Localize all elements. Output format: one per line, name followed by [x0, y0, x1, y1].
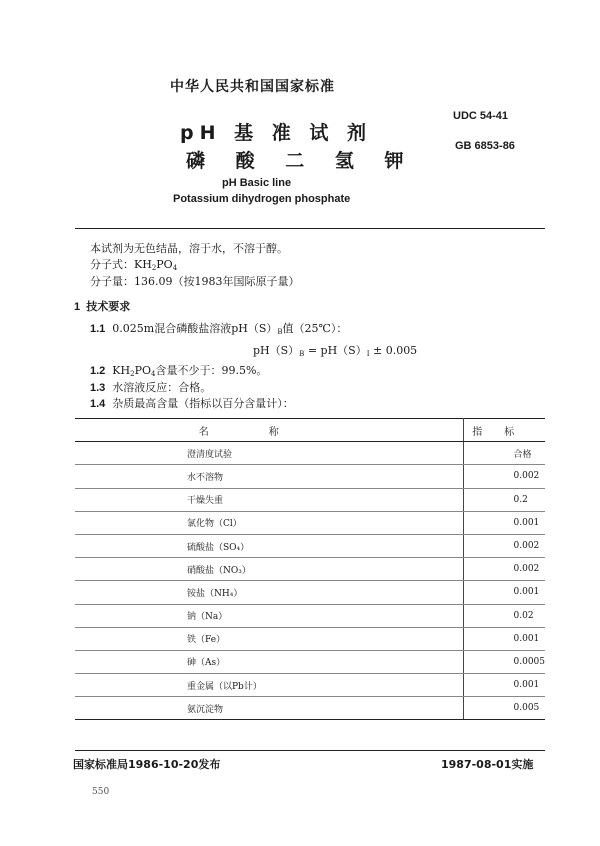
- row-name: 水不溶物: [75, 465, 463, 488]
- row-name: 硝酸盐（NO₃）: [75, 558, 463, 581]
- bottom-divider: [75, 750, 545, 751]
- table-row: [75, 465, 545, 488]
- row-value: 0.2: [463, 488, 545, 511]
- table-row: [75, 627, 545, 650]
- row-name: 钠（Na）: [75, 604, 463, 627]
- issue-date: 国家标准局1986-10-20发布: [73, 758, 221, 771]
- table-row: [75, 697, 545, 720]
- item-text: 含量不少于：99.5%。: [155, 364, 268, 377]
- section-1-heading: [74, 298, 130, 314]
- table-row: [75, 581, 545, 604]
- page-number: 550: [92, 787, 110, 797]
- item-number: 1.4: [90, 398, 106, 410]
- item-text: 0.025m混合磷酸盐溶液pH（S）: [112, 322, 278, 335]
- row-value: 0.001: [463, 674, 545, 697]
- title-line-1: pH 基 准 试 剂: [180, 122, 372, 144]
- formula-sub: 2: [151, 264, 157, 272]
- row-name: 重金属（以Pb计）: [75, 674, 463, 697]
- item-sub: 2: [130, 370, 135, 378]
- equation-sub: I: [366, 350, 370, 358]
- table-row: [75, 558, 545, 581]
- table-row: [75, 511, 545, 534]
- udc-code: UDC 54-41: [453, 110, 509, 122]
- english-title-line-2: Potassium dihydrogen phosphate: [173, 193, 351, 205]
- formula-sub: 4: [172, 264, 178, 272]
- item-sub: 4: [151, 370, 156, 378]
- row-name: 硫酸盐（SO₄）: [75, 534, 463, 557]
- formula-part: KH: [134, 258, 152, 271]
- molecular-weight: 分子量：136.09（按1983年国际原子量）: [90, 275, 300, 288]
- table-row: [75, 442, 545, 465]
- section-title: 技术要求: [86, 301, 131, 313]
- formula-part: PO: [156, 258, 173, 271]
- item-text: PO: [134, 364, 151, 377]
- table-header-row: [75, 419, 545, 442]
- top-divider: [75, 228, 545, 229]
- molecular-formula: [90, 258, 177, 275]
- row-name: 铁（Fe）: [75, 627, 463, 650]
- row-value: 0.001: [463, 581, 545, 604]
- item-1-3: [90, 381, 211, 395]
- equation-part: pH（S）: [253, 344, 300, 357]
- ph-equation: [253, 344, 417, 361]
- row-value: 0.02: [463, 604, 545, 627]
- item-1-2: [90, 364, 267, 381]
- equation-sub: B: [299, 350, 305, 358]
- intro-description: 本试剂为无色结晶，溶于水，不溶于醇。: [90, 242, 288, 255]
- item-text: 杂质最高含量（指标以百分含量计）：: [112, 397, 294, 410]
- column-header-indicator: [463, 419, 545, 442]
- section-number: 1: [74, 301, 81, 313]
- row-name: 澄清度试验: [75, 442, 463, 465]
- table-row: [75, 674, 545, 697]
- row-value: 合格: [463, 442, 545, 465]
- column-header-indicator-text: 指标: [472, 426, 537, 438]
- impurity-table: [75, 418, 545, 720]
- item-text: KH: [112, 364, 131, 377]
- table-row: [75, 534, 545, 557]
- row-value: 0.001: [463, 511, 545, 534]
- standard-title: 中华人民共和国国家标准: [170, 79, 335, 95]
- item-text: 值（25℃）：: [282, 322, 348, 335]
- effective-date: 1987-08-01实施: [441, 758, 534, 771]
- item-1-4: [90, 397, 294, 411]
- equation-part: ± 0.005: [369, 344, 418, 357]
- row-name: 砷（As）: [75, 650, 463, 673]
- row-value: 0.002: [463, 534, 545, 557]
- column-header-name-text: 名称: [198, 426, 339, 438]
- gb-number: GB 6853-86: [455, 140, 515, 152]
- item-text: 水溶液反应：合格。: [112, 381, 212, 394]
- item-sub: B: [277, 328, 283, 336]
- item-number: 1.3: [90, 382, 106, 394]
- row-name: 氯化物（Cl）: [75, 511, 463, 534]
- table-row: [75, 604, 545, 627]
- row-value: 0.0005: [463, 650, 545, 673]
- item-1-1: [90, 322, 347, 339]
- row-value: 0.001: [463, 627, 545, 650]
- table-row: [75, 650, 545, 673]
- row-name: 铵盐（NH₄）: [75, 581, 463, 604]
- table-row: [75, 488, 545, 511]
- column-header-name: [75, 419, 463, 442]
- row-value: 0.002: [463, 465, 545, 488]
- row-value: 0.002: [463, 558, 545, 581]
- formula-label: 分子式：: [90, 258, 134, 271]
- row-name: 干燥失重: [75, 488, 463, 511]
- row-name: 氨沉淀物: [75, 697, 463, 720]
- item-number: 1.2: [90, 365, 106, 377]
- equation-part: = pH（S）: [304, 344, 367, 357]
- item-number: 1.1: [90, 323, 106, 335]
- english-title-line-1: pH Basic line: [222, 177, 292, 189]
- row-value: 0.005: [463, 697, 545, 720]
- title-line-2: 磷 酸 二 氢 钾: [186, 150, 416, 172]
